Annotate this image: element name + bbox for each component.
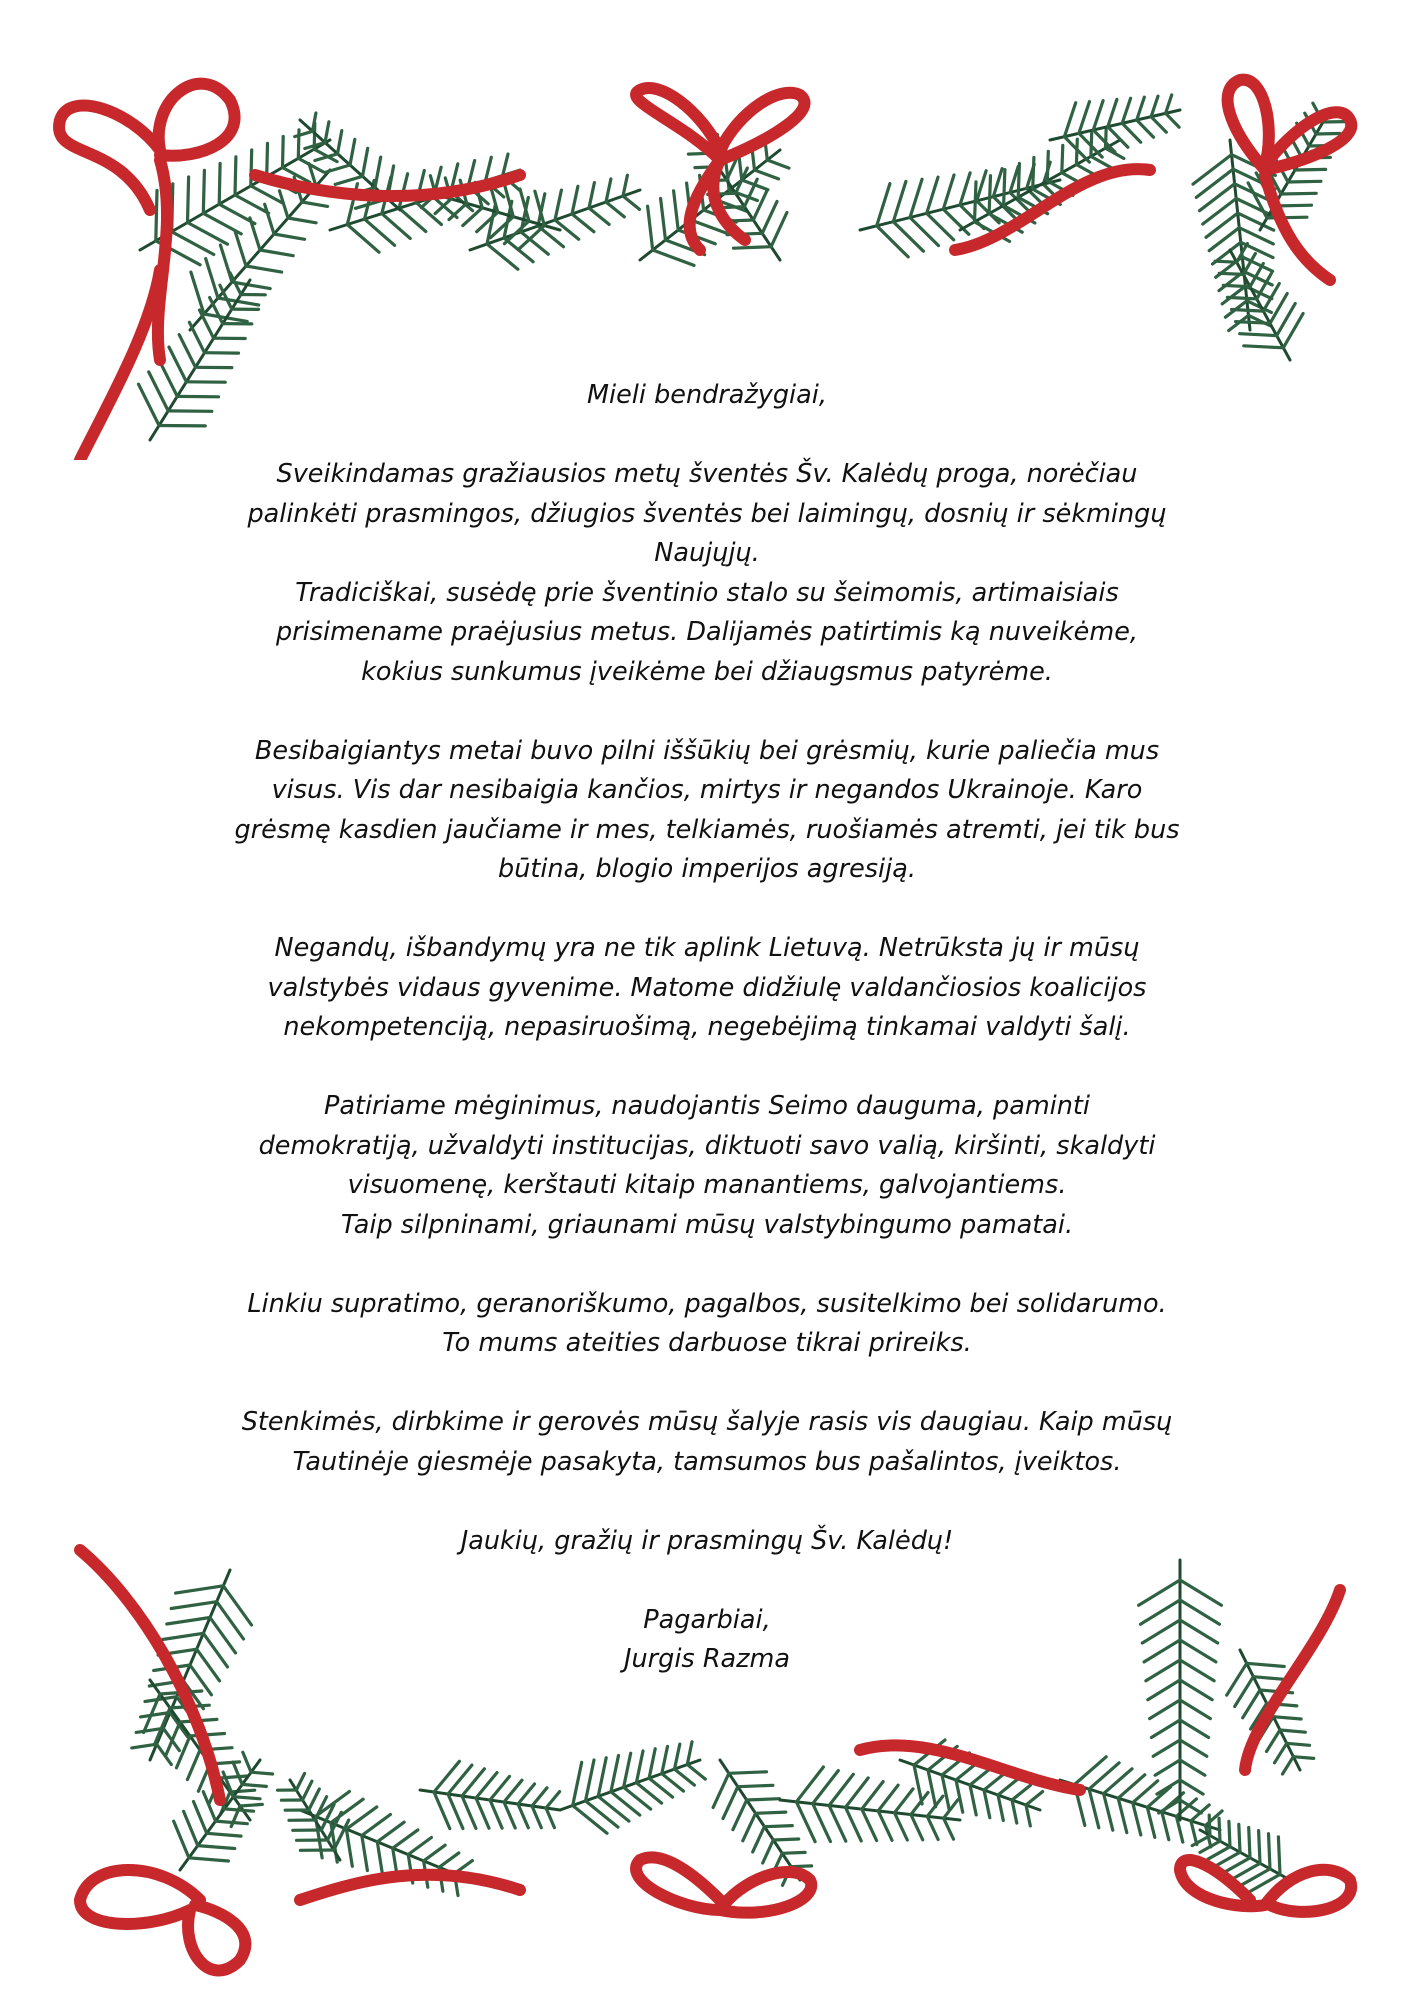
paragraph-3 [150,929,1264,1048]
signature: Jurgis Razma [623,1644,791,1674]
paragraph-1 [150,455,1264,692]
ribbon [59,84,235,210]
paragraph-4 [150,1087,1264,1245]
paragraph-line: Besibaigiantys metai buvo pilni iššūkių bei grėsmių, kurie paliečia mus [254,735,1160,766]
paragraph-line: To mums ateities darbuose tikrai prireiks. [442,1328,972,1358]
ribbon [1265,175,1330,280]
ribbon [300,1875,520,1900]
paragraph-line: Tautinėje giesmėje pasakyta, tamsumos bus pašalintos, įveiktos. [292,1446,1122,1477]
paragraph-line: Tradiciškai, susėdę prie šventinio stalo su šeimomis, artimaisiais [295,577,1119,608]
pine-sprig [1139,1560,1222,1820]
paragraph-2 [150,732,1264,890]
paragraph-line: valstybės vidaus gyvenime. Matome didžiulę valdančiosios koalicijos [267,972,1147,1003]
pine-sprig [1215,244,1303,361]
letter-body [150,376,1264,1680]
paragraph-line: Stenkimės, dirbkime ir gerovės mūsų šalyje rasis vis daugiau. Kaip mūsų [241,1407,1173,1437]
ribbon [636,1857,811,1912]
paragraph-line: būtina, blogio imperijos agresiją. [498,854,916,884]
ribbon [80,1870,245,1970]
paragraph-line: visuomenę, kerštauti kitaip manantiems, galvojantiems. [347,1170,1067,1200]
garland-bottom [0,1530,1414,1990]
paragraph-line: prisimename praėjusius metus. Dalijamės patirtimis ką nuveikėme, [275,617,1139,647]
pine-sprig [174,1752,273,1870]
closing: Pagarbiai, [643,1604,771,1635]
paragraph-line: Negandų, išbandymų yra ne tik aplink Lietuvą. Netrūksta jų ir mūsų [274,933,1140,963]
pine-sprig [780,1767,960,1842]
paragraph-5 [150,1285,1264,1364]
pine-sprig [420,1761,560,1828]
ribbon [80,270,160,460]
paragraph-line: Taip silpninami, griaunami mūsų valstybingumo pamatai. [340,1209,1074,1240]
paragraph-line: Sveikindamas gražiausios metų šventės Šv. Kalėdų proga, norėčiau [276,459,1138,489]
paragraph-6 [150,1403,1264,1482]
pine-sprig [713,1760,812,1885]
pine-sprig [960,127,1124,241]
pine-sprig [560,1742,705,1833]
paragraph-line: grėsmę kasdien jaučiame ir mes, telkiamės, ruošiamės atremti, jei tik bus [234,814,1180,845]
paragraph-line: demokratiją, užvaldyti institucijas, diktuoti savo valią, kiršinti, skaldyti [258,1130,1156,1161]
pine-sprig [1050,95,1180,162]
paragraph-line: Linkiu supratimo, geranoriškumo, pagalbos, susitelkimo bei solidarumo. [247,1288,1167,1319]
paragraph-line: Patiriame mėginimus, naudojantis Seimo dauguma, paminti [323,1091,1091,1121]
ribbon [158,160,167,360]
paragraph-line: visus. Vis dar nesibaigia kančios, mirtys ir negandos Ukrainoje. Karo [271,775,1143,805]
holiday-wish: Jaukių, gražių ir prasmingų Šv. Kalėdų! [460,1525,954,1556]
paragraph-line: kokius sunkumus įveikėme bei džiaugsmus patyrėme. [361,656,1053,687]
pine-sprig [278,1773,349,1860]
paragraph-line: Naujųjų. [654,538,760,568]
greeting: Mieli bendražygiai, [587,380,827,410]
paragraph-line: nekompetenciją, nepasiruošimą, negebėjimą tinkamai valdyti šalį. [283,1012,1131,1042]
paragraph-line: palinkėti prasmingos, džiugios šventės bei laimingų, dosnių ir sėkmingų [247,498,1167,529]
